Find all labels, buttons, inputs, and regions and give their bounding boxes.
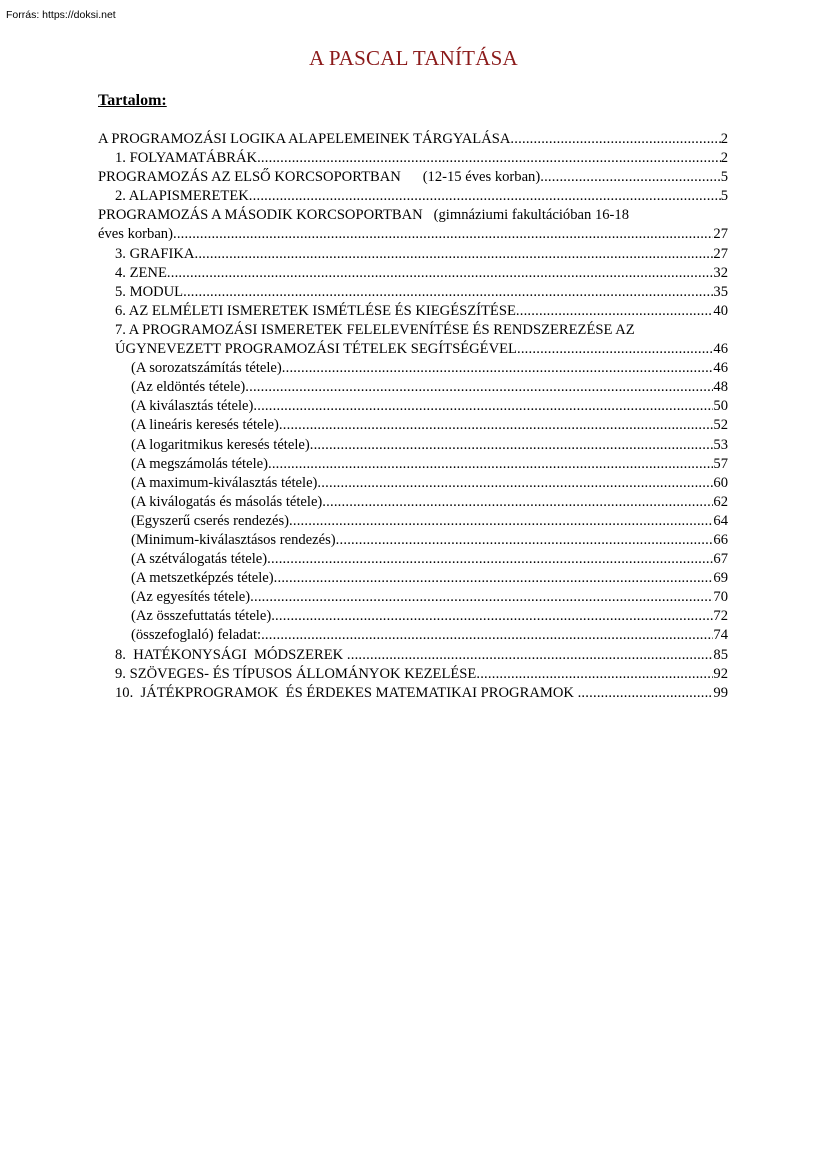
toc-entry-page: 70 xyxy=(713,589,728,606)
dot-leader xyxy=(310,436,714,455)
document-title: A PASCAL TANÍTÁSA xyxy=(309,46,518,70)
toc-entry[interactable] xyxy=(98,550,728,569)
toc-entry[interactable] xyxy=(98,416,728,435)
toc-entry-title: (Az összefuttatás tétele) xyxy=(131,608,272,625)
toc-entry-page: 72 xyxy=(713,608,728,625)
toc-entry-title: 9. SZÖVEGES- ÉS TÍPUSOS ÁLLOMÁNYOK KEZELÉSE xyxy=(115,665,477,682)
toc-entry-title: 8. HATÉKONYSÁGI MÓDSZEREK xyxy=(115,646,347,663)
dot-leader xyxy=(194,245,713,264)
toc-entry[interactable] xyxy=(98,225,728,244)
toc-entry-title: (A lineáris keresés tétele) xyxy=(131,417,279,434)
toc-entry[interactable] xyxy=(98,684,728,703)
dot-leader xyxy=(167,264,714,283)
toc-entry-page: 66 xyxy=(713,531,728,548)
toc-entry-title: ÚGYNEVEZETT PROGRAMOZÁSI TÉTELEK SEGÍTSÉGÉVEL xyxy=(115,341,517,358)
toc-entry-title: éves korban) xyxy=(98,226,173,243)
dot-leader xyxy=(476,665,713,684)
toc-entry-page: 32 xyxy=(713,264,728,281)
toc-entry[interactable] xyxy=(98,588,728,607)
toc-entry[interactable] xyxy=(98,512,728,531)
dot-leader xyxy=(173,225,713,244)
toc-entry[interactable] xyxy=(98,149,728,168)
toc-entry-title: (A metszetképzés tétele) xyxy=(131,570,274,587)
source-note: Forrás: https://doksi.net xyxy=(6,9,116,21)
toc-entry-title-line1: 7. A PROGRAMOZÁSI ISMERETEK FELELEVENÍTÉSE ÉS RENDSZEREZÉSE AZ xyxy=(115,321,635,338)
toc-entry-page: 60 xyxy=(713,474,728,491)
toc-entry[interactable] xyxy=(98,665,728,684)
dot-leader xyxy=(578,684,714,703)
toc-entry[interactable] xyxy=(98,531,728,550)
dot-leader xyxy=(279,416,714,435)
toc-entry-page: 40 xyxy=(713,302,728,319)
dot-leader xyxy=(336,531,714,550)
table-of-contents xyxy=(98,130,728,703)
toc-entry-title: 6. AZ ELMÉLETI ISMERETEK ISMÉTLÉSE ÉS KIEGÉSZÍTÉSE xyxy=(115,302,516,319)
toc-entry-page: 2 xyxy=(720,150,728,167)
dot-leader xyxy=(322,493,713,512)
toc-entry[interactable] xyxy=(98,187,728,206)
toc-entry-page: 46 xyxy=(713,360,728,377)
toc-entry-title: A PROGRAMOZÁSI LOGIKA ALAPELEMEINEK TÁRGYALÁSA xyxy=(98,131,511,147)
toc-entry-title: (A kiválasztás tétele) xyxy=(131,398,254,415)
toc-entry-page: 2 xyxy=(720,131,728,147)
toc-entry[interactable] xyxy=(98,474,728,493)
dot-leader xyxy=(245,378,713,397)
toc-entry[interactable] xyxy=(98,130,728,149)
dot-leader xyxy=(516,302,714,321)
dot-leader xyxy=(183,283,713,302)
dot-leader xyxy=(267,550,713,569)
toc-entry-title: (Minimum-kiválasztásos rendezés) xyxy=(131,531,336,548)
toc-entry-page: 46 xyxy=(713,341,728,358)
toc-entry[interactable] xyxy=(98,607,728,626)
dot-leader xyxy=(510,130,720,149)
toc-entry-title: (A megszámolás tétele) xyxy=(131,455,268,472)
toc-entry[interactable] xyxy=(98,397,728,416)
toc-entry-page: 53 xyxy=(713,436,728,453)
dot-leader xyxy=(249,187,721,206)
toc-entry-page: 48 xyxy=(713,379,728,396)
dot-leader xyxy=(261,626,713,645)
toc-entry-title: 3. GRAFIKA xyxy=(115,245,195,262)
toc-entry[interactable] xyxy=(98,168,728,187)
toc-entry-title: (Egyszerű cserés rendezés) xyxy=(131,512,290,529)
toc-entry-page: 27 xyxy=(713,245,728,262)
toc-entry[interactable] xyxy=(98,569,728,588)
toc-entry-title: (Az egyesítés tétele) xyxy=(131,589,251,606)
dot-leader xyxy=(289,512,713,531)
toc-entry[interactable] xyxy=(98,359,728,378)
dot-leader xyxy=(271,607,713,626)
toc-entry-title: (A kiválogatás és másolás tétele) xyxy=(131,493,323,510)
toc-entry-title: 1. FOLYAMATÁBRÁK xyxy=(115,150,258,167)
toc-entry-page: 92 xyxy=(713,665,728,682)
toc-entry-page: 99 xyxy=(713,684,728,701)
dot-leader xyxy=(540,168,720,187)
toc-heading: Tartalom: xyxy=(98,92,167,109)
toc-entry-page: 5 xyxy=(720,169,728,186)
toc-entry-page: 35 xyxy=(713,283,728,300)
toc-entry-title: PROGRAMOZÁS AZ ELSŐ KORCSOPORTBAN (12-15 éves korban) xyxy=(98,169,541,186)
toc-entry[interactable] xyxy=(98,245,728,264)
dot-leader xyxy=(282,359,714,378)
toc-entry-page: 69 xyxy=(713,570,728,587)
dot-leader xyxy=(257,149,721,168)
dot-leader xyxy=(274,569,714,588)
dot-leader xyxy=(253,397,713,416)
toc-entry-page: 85 xyxy=(713,646,728,663)
toc-entry-title: (A maximum-kiválasztás tétele) xyxy=(131,474,318,491)
toc-entry-title: (A szétválogatás tétele) xyxy=(131,551,268,568)
toc-entry-page: 57 xyxy=(713,455,728,472)
toc-entry-title: (összefoglaló) feladat: xyxy=(131,627,262,644)
toc-entry[interactable] xyxy=(98,493,728,512)
dot-leader xyxy=(347,646,714,665)
toc-entry-title: (A logaritmikus keresés tétele) xyxy=(131,436,310,453)
toc-entry-page: 74 xyxy=(713,627,728,644)
toc-entry-title: (A sorozatszámítás tétele) xyxy=(131,360,282,377)
toc-entry-title: (Az eldöntés tétele) xyxy=(131,379,246,396)
toc-entry-page: 27 xyxy=(713,226,728,243)
toc-entry[interactable] xyxy=(98,646,728,665)
dot-leader xyxy=(268,455,713,474)
toc-entry-title: 4. ZENE xyxy=(115,264,167,281)
toc-entry[interactable] xyxy=(98,455,728,474)
toc-entry[interactable] xyxy=(98,378,728,397)
toc-entry-page: 50 xyxy=(713,398,728,415)
dot-leader xyxy=(317,474,713,493)
toc-entry[interactable] xyxy=(98,626,728,645)
dot-leader xyxy=(250,588,713,607)
toc-entry-title: 5. MODUL xyxy=(115,283,184,300)
toc-entry[interactable] xyxy=(98,283,728,302)
toc-entry-page: 52 xyxy=(713,417,728,434)
toc-entry[interactable] xyxy=(98,436,728,455)
toc-entry[interactable] xyxy=(98,302,728,321)
toc-entry-title: 10. JÁTÉKPROGRAMOK ÉS ÉRDEKES MATEMATIKAI PROGRAMOK xyxy=(115,684,578,701)
toc-entry-page: 67 xyxy=(713,551,728,568)
dot-leader xyxy=(517,340,713,359)
toc-entry[interactable] xyxy=(98,264,728,283)
toc-entry-page: 64 xyxy=(713,512,728,529)
toc-entry[interactable] xyxy=(98,340,728,359)
toc-entry-title: 2. ALAPISMERETEK xyxy=(115,188,249,205)
toc-entry-title-line1: PROGRAMOZÁS A MÁSODIK KORCSOPORTBAN (gimnáziumi fakultációban 16-18 xyxy=(98,207,629,224)
toc-entry-page: 62 xyxy=(713,493,728,510)
toc-entry-page: 5 xyxy=(720,188,728,205)
